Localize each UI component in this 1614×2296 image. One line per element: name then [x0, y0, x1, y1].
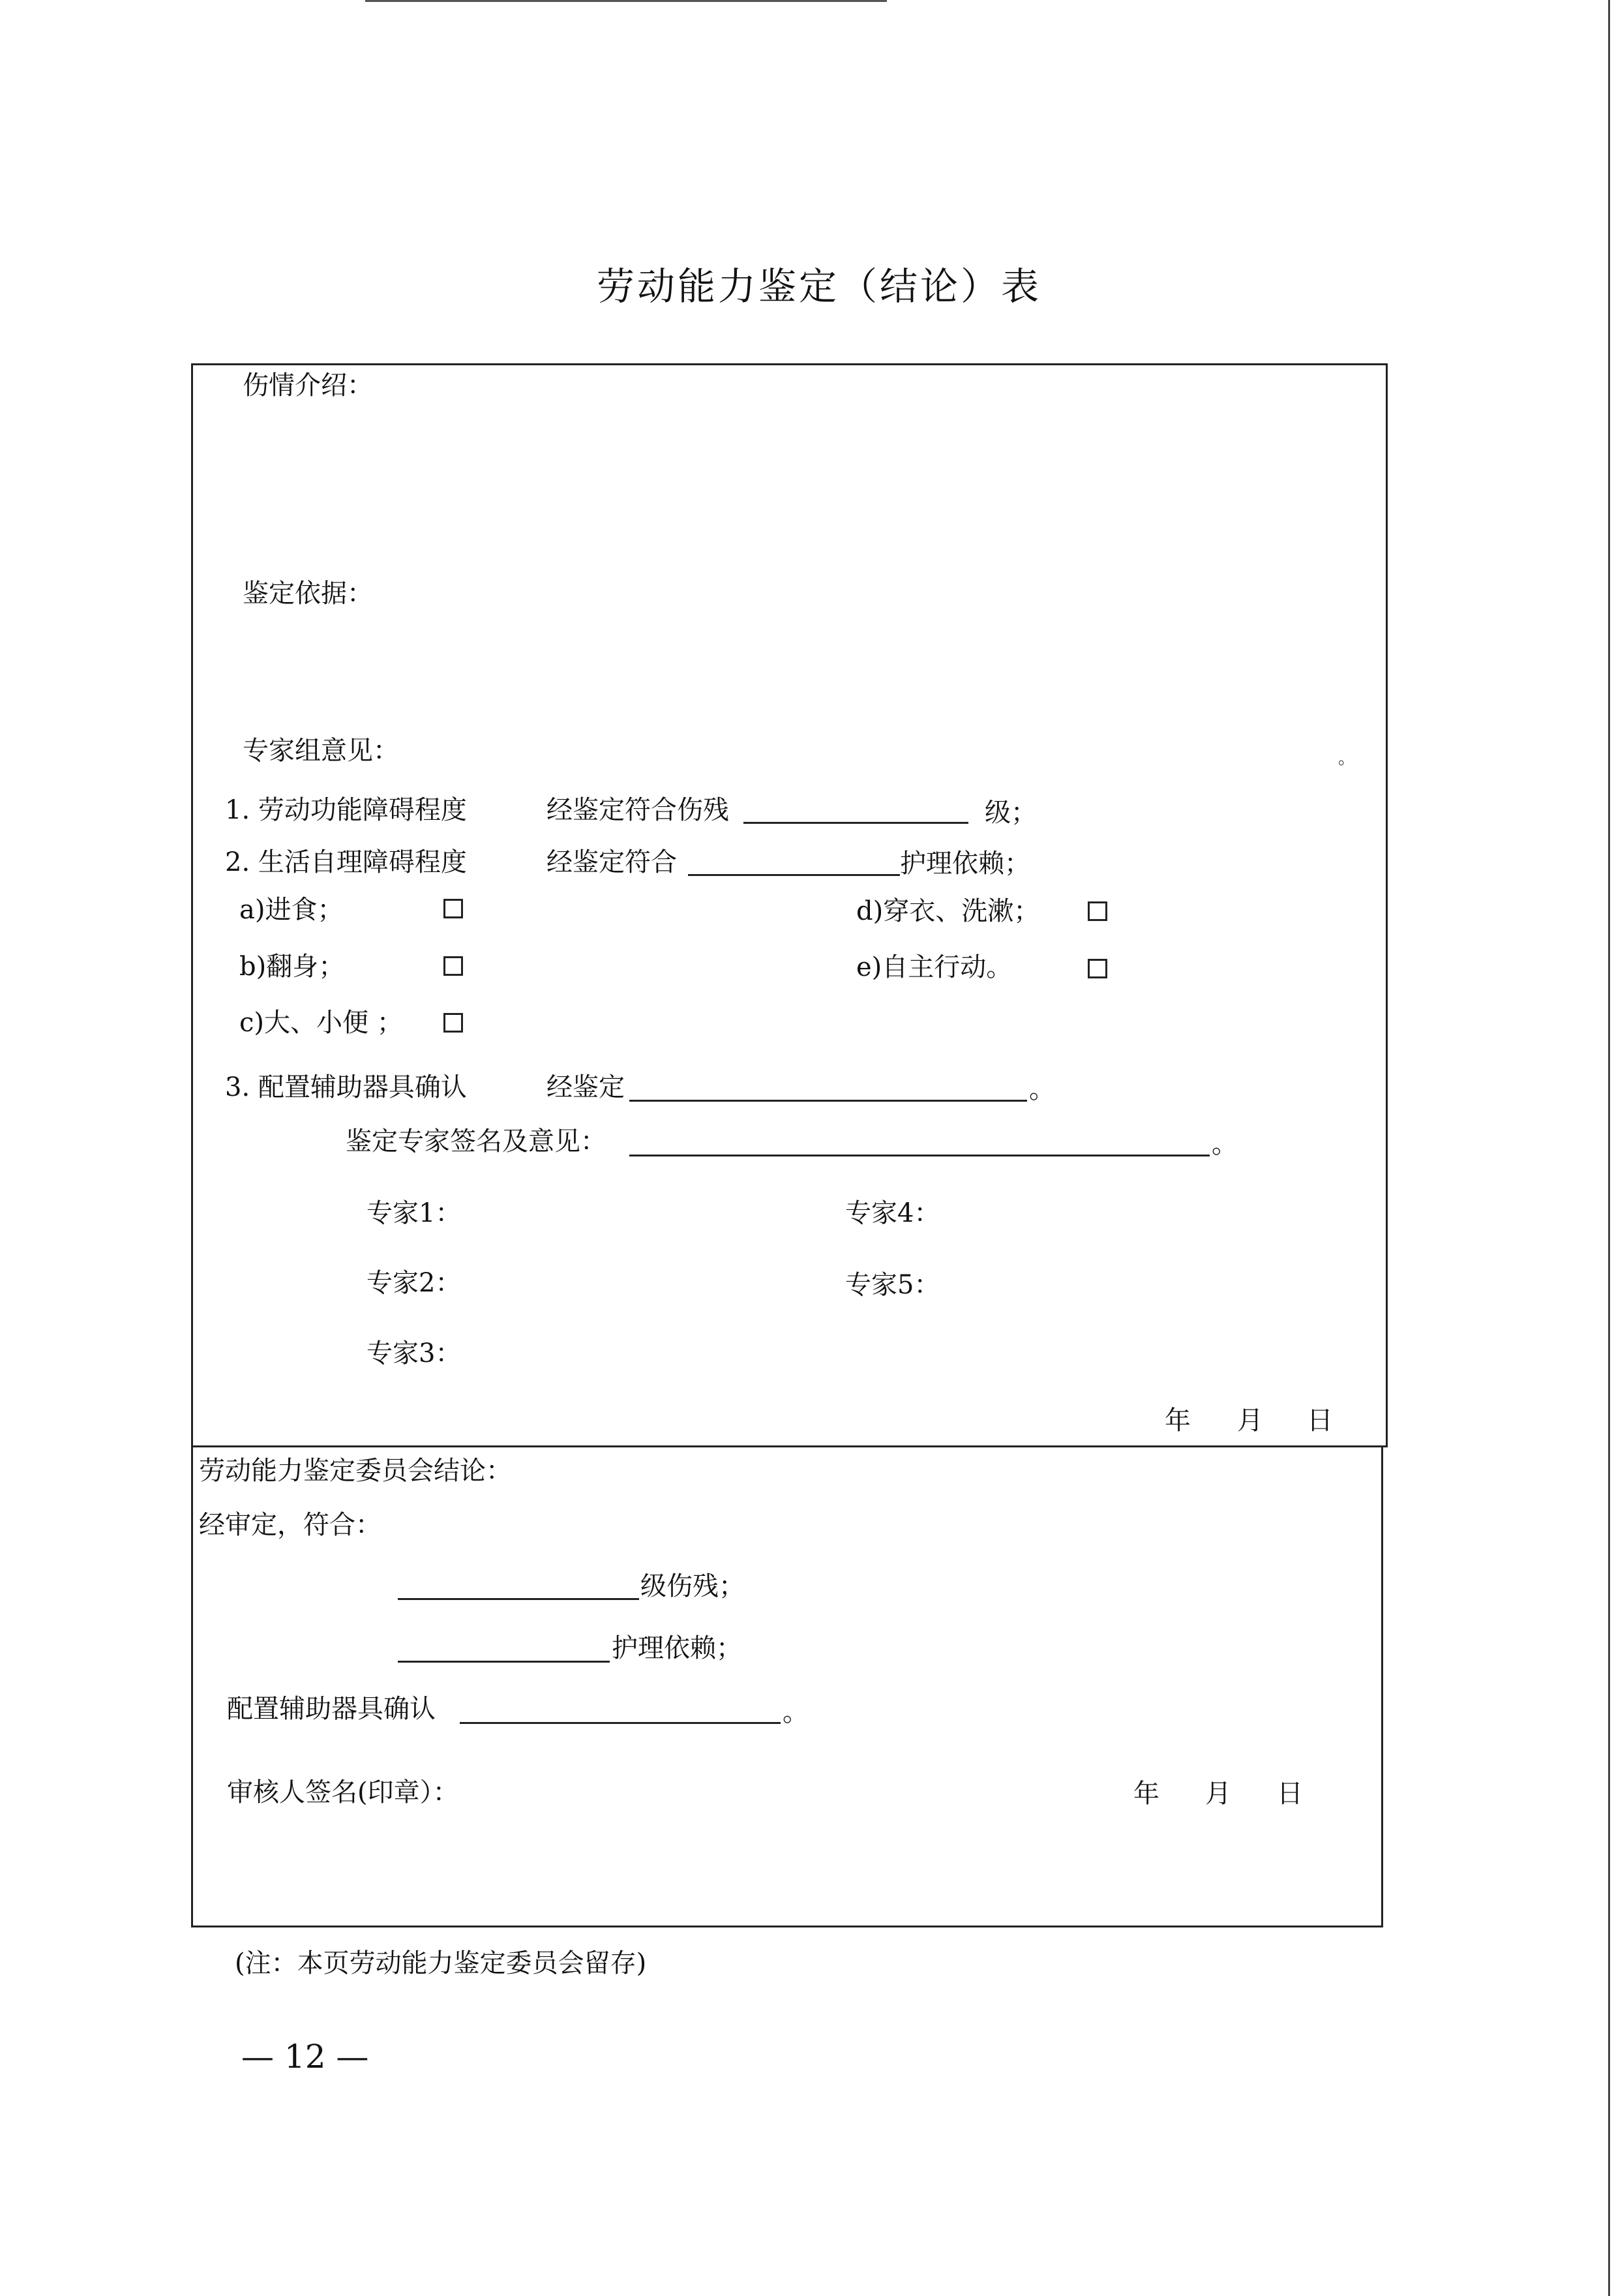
device-label: 配置辅助器具确认 — [227, 1694, 436, 1724]
expert-sign-suffix: 。 — [1212, 1129, 1238, 1159]
reviewed-label: 经审定，符合： — [199, 1510, 381, 1540]
check-d-label: d)穿衣、洗漱； — [856, 896, 1040, 926]
care-suffix: 护理依赖； — [612, 1633, 742, 1663]
basis-label: 鉴定依据： — [243, 579, 373, 609]
stray-mark: 。 — [1338, 749, 1356, 768]
check-c-box[interactable] — [443, 1013, 463, 1033]
date2-day: 日 — [1277, 1779, 1303, 1809]
page-number: — 12 — — [241, 2038, 369, 2076]
check-d-box[interactable] — [1088, 901, 1107, 921]
scan-edge-top — [365, 0, 887, 2]
expert-3: 专家3： — [366, 1338, 462, 1368]
committee-heading: 劳动能力鉴定委员会结论： — [199, 1456, 512, 1486]
date2-month: 月 — [1205, 1779, 1231, 1809]
item1-suffix: 级； — [985, 798, 1037, 828]
final-care-field[interactable] — [398, 1661, 610, 1663]
expert-5: 专家5： — [845, 1270, 940, 1300]
expert-2: 专家2： — [366, 1268, 462, 1298]
disability-suffix: 级伤残； — [640, 1571, 745, 1601]
care-dependency-field[interactable] — [688, 874, 900, 876]
item3-text: 经鉴定 — [546, 1072, 625, 1102]
expert-opinion-label: 专家组意见： — [243, 736, 399, 766]
item2-text: 经鉴定符合 — [546, 847, 677, 877]
item3-label: 3. 配置辅助器具确认 — [225, 1072, 467, 1102]
device-suffix: 。 — [783, 1697, 809, 1727]
date1-year: 年 — [1165, 1406, 1191, 1436]
check-b-label: b)翻身； — [239, 952, 345, 982]
reviewer-sign-label: 审核人签名(印章）： — [227, 1777, 459, 1807]
injury-intro-label: 伤情介绍： — [243, 370, 373, 400]
expert-sign-label: 鉴定专家签名及意见： — [346, 1126, 606, 1156]
item2-label: 2. 生活自理障碍程度 — [225, 847, 467, 877]
assistive-device-field[interactable] — [629, 1100, 1027, 1102]
item1-text: 经鉴定符合伤残 — [546, 795, 729, 825]
check-c-label: c)大、小便 ； — [239, 1008, 403, 1038]
date1-day: 日 — [1307, 1406, 1333, 1436]
check-e-box[interactable] — [1088, 959, 1107, 978]
retention-note: (注：本页劳动能力鉴定委员会留存) — [235, 1948, 647, 1978]
date2-year: 年 — [1133, 1779, 1159, 1809]
check-a-box[interactable] — [443, 899, 463, 918]
date1-month: 月 — [1237, 1406, 1263, 1436]
disability-level-field[interactable] — [743, 822, 968, 824]
check-a-label: a)进食； — [239, 895, 344, 925]
scan-edge-right — [1608, 0, 1610, 2296]
expert-4: 专家4： — [845, 1198, 940, 1228]
final-disability-field[interactable] — [398, 1598, 639, 1600]
page-title: 劳动能力鉴定（结论）表 — [597, 264, 1042, 309]
check-e-label: e)自主行动。 — [856, 952, 1013, 982]
item3-suffix: 。 — [1029, 1074, 1055, 1104]
item1-label: 1. 劳动功能障碍程度 — [225, 795, 467, 825]
final-device-field[interactable] — [460, 1722, 781, 1724]
expert-1: 专家1： — [366, 1198, 462, 1228]
expert-sign-field[interactable] — [629, 1155, 1210, 1156]
check-b-box[interactable] — [443, 956, 463, 976]
item2-suffix: 护理依赖； — [900, 849, 1030, 879]
